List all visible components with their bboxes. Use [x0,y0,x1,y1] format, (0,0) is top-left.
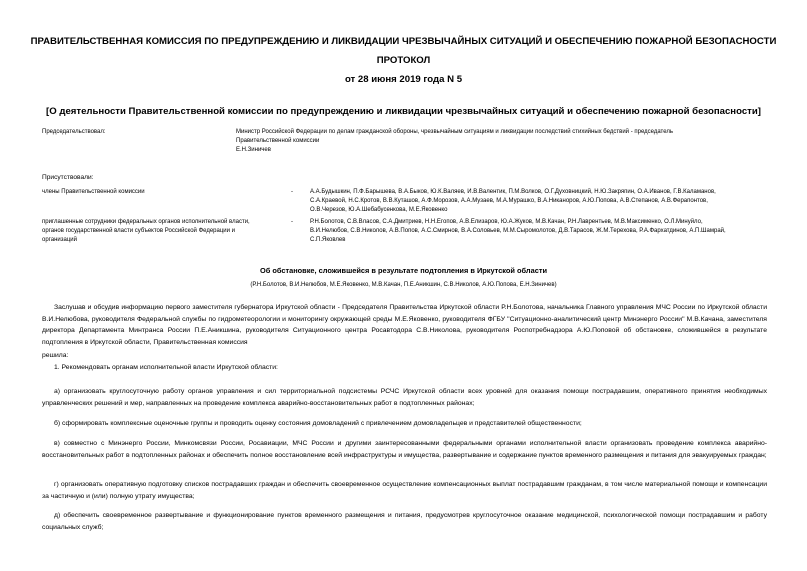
invited-label-2: органов государственной власти субъектов Российской Федерации и [42,228,236,234]
members-line-2: С.А.Краевой, Н.С.Кротов, В.В.Куташов, А.Ф.Морозов, А.А.Музаев, М.А.Мурашко, В.А.Никаноров, А.Ю.Попова, А.В.Степанов, А.В.Ферапонтов, [310,198,708,204]
chair-name: Е.Н.Зиничев [236,147,271,153]
protocol-subject: [О деятельности Правительственной комиссии по предупреждению и ликвидации чрезвычайных ситуаций и обеспечению пожарной безопасности] [46,106,761,117]
invited-label-3: организаций [42,237,77,243]
commission-title: ПРАВИТЕЛЬСТВЕННАЯ КОМИССИЯ ПО ПРЕДУПРЕЖДЕНИЮ И ЛИКВИДАЦИИ ЧРЕЗВЫЧАЙНЫХ СИТУАЦИЙ И ОБЕСПЕЧЕНИЮ ПОЖАРНОЙ БЕЗОПАСНОСТИ [30,36,777,47]
present-label: Присутствовали: [42,174,94,181]
chair-label: Председательствовал: [42,129,106,135]
members-line-3: О.В.Черезов, Ю.А.Шебабусенкова, М.Е.Яковенко [310,207,448,213]
chair-line-2: Правительственной комиссии [236,138,320,144]
item-d: д) обеспечить своевременное развертывание и функционирование пунктов временного размещения и питания, предусмотрев круглосуточное оказание медицинской, психологической помощи пострадавшим и работу социальных служб; [42,512,767,531]
item-g: г) организовать оперативную подготовку списков пострадавших граждан и обеспечить своевременное осуществление компенсационных выплат пострадавшим гражданам, в том числе материальной помощи и компенсации за частичную и (или) полную утрату имущества; [42,481,767,500]
members-label: члены Правительственной комиссии [42,189,145,195]
protocol-title: ПРОТОКОЛ [376,55,431,66]
decided-label: решила: [42,352,69,359]
item-b: б) сформировать комплексные оценочные группы и проводить оценку состояния домовладений с привлечением домовладельцев и представителей общественности; [54,420,582,427]
section-speakers: (Р.Н.Болотов, В.И.Нелюбов, М.Е.Яковенко, М.В.Качан, П.Е.Аникшин, С.В.Николов, А.Ю.Попова, Е.Н.Зиничев) [250,282,557,288]
intro-paragraph: Заслушав и обсудив информацию первого заместителя губернатора Иркутской области - Председателя Правительства Иркутской области Р.Н.Болотова, начальника Главного управления МЧС России по Иркутской области В.И.Нелюбова, руководителя Федеральной службы по гидрометеорологии и мониторингу окружающей среды М.Е.Яковенко, руководителя ФГБУ "Ситуационно-аналитический центр Минэнерго России" М.В.Качана, заместителя директора Департамента Минтранса России П.Е.Аникшина, руководителя Ситуационного центра Росавтодора С.В.Николова, руководителя Роспотребнадзора А.Ю.Поповой об обстановке, сложившейся в результате подтопления в Иркутской области, Правительственная комиссия [42,304,767,346]
invited-line-2: В.И.Нелюбов, С.В.Николов, А.В.Попов, А.С.Смирнов, В.А.Соловьев, М.М.Сыромолотов, Д.В.Тарасов, Ж.М.Терехова, Р.А.Фархатдинов, А.П.Шамрай, [310,228,726,234]
item-a: а) организовать круглосуточную работу органов управления и сил территориальной подсистемы РСЧС Иркутской области всех уровней для оказания помощи пострадавшим, оперативного принятия необходимых управленческих решений и мер, направленных на проведение комплекса аварийно-восстановительных работ в подтопленных районах; [42,388,767,407]
invited-line-1: Р.Н.Болотов, С.В.Власов, С.А.Дмитриев, Н.Н.Егопов, А.В.Елизаров, Ю.А.Жуков, М.В.Качан, Р.Н.Лаврентьев, М.В.Максименко, О.Л.Минуйло, [310,219,703,225]
chair-line-1: Министр Российской Федерации по делам гражданской обороны, чрезвычайным ситуациям и ликвидации последствий стихийных бедствий - председатель [236,129,674,135]
invited-line-3: С.П.Яковлев [310,237,346,243]
item-1: 1. Рекомендовать органам исполнительной власти Иркутской области: [54,364,278,371]
protocol-date: от 28 июня 2019 года N 5 [344,74,463,85]
invited-dash: - [291,219,293,225]
section-title: Об обстановке, сложившейся в результате подтопления в Иркутской области [260,266,547,275]
invited-label-1: приглашенные сотрудники федеральных органов исполнительной власти, [42,219,250,225]
members-line-1: А.А.Будышкин, П.Ф.Барышева, В.А.Быков, Ю.К.Валяев, И.В.Валентик, П.М.Волков, О.Г.Духовницкий, Н.Ю.Закряпин, О.А.Иванов, Г.В.Каламанов, [310,189,716,195]
members-dash: - [291,189,293,195]
item-v: в) совместно с Минэнерго России, Минкомсвязи России, Росавиации, МЧС России и другими заинтересованными федеральными органами исполнительной власти организовать проведение комплекса аварийно-восстановительных работ в подтопленных районах и обеспечить полное восстановление всей инфраструктуры и имущества, развертывание и содержание пунктов временного размещения и питания для эвакуируемых граждан; [42,440,767,459]
